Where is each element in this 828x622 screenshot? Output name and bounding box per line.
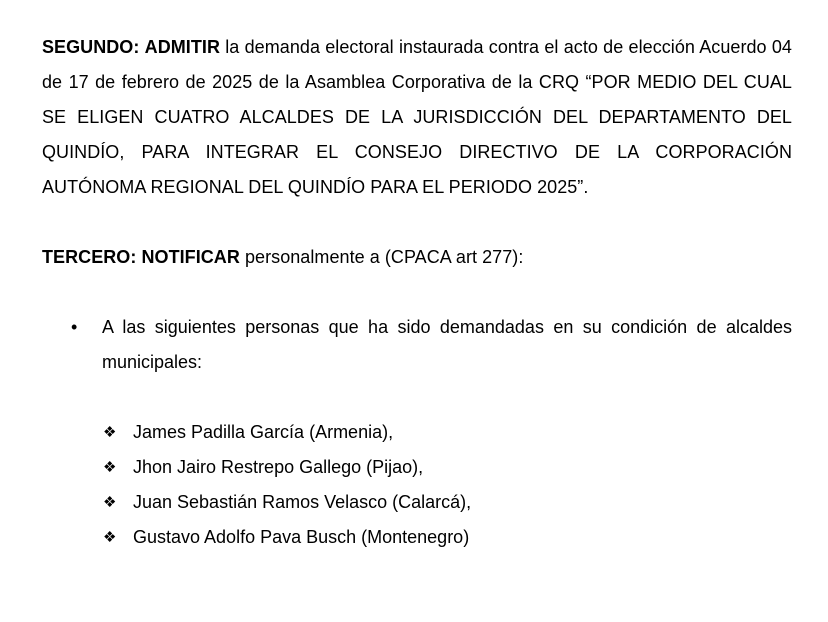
diamond-bullet-icon: ❖ xyxy=(103,494,117,511)
segundo-label: SEGUNDO: xyxy=(42,37,140,57)
tercero-action: NOTIFICAR xyxy=(141,247,240,267)
segundo-action: ADMITIR xyxy=(144,37,220,57)
document-page xyxy=(42,30,792,555)
defendant-name: James Padilla García (Armenia), xyxy=(133,422,394,442)
bullet-item xyxy=(42,310,792,380)
paragraph-tercero xyxy=(42,240,792,275)
list-item xyxy=(42,520,792,555)
diamond-bullet-icon: ❖ xyxy=(103,459,117,476)
paragraph-segundo xyxy=(42,30,792,205)
diamond-bullet-icon: ❖ xyxy=(103,529,117,546)
defendant-name: Gustavo Adolfo Pava Busch (Montenegro) xyxy=(133,527,470,547)
tercero-label: TERCERO: xyxy=(42,247,137,267)
defendant-name: Jhon Jairo Restrepo Gallego (Pijao), xyxy=(133,457,424,477)
defendants-list xyxy=(42,415,792,555)
list-item xyxy=(42,485,792,520)
diamond-bullet-icon: ❖ xyxy=(103,424,117,441)
bullet-text: A las siguientes personas que ha sido demandadas en su condición de alcaldes municipales: xyxy=(102,317,792,372)
list-item xyxy=(42,450,792,485)
tercero-text: personalmente a (CPACA art 277): xyxy=(239,247,524,267)
list-item xyxy=(42,415,792,450)
defendant-name: Juan Sebastián Ramos Velasco (Calarcá), xyxy=(133,492,472,512)
segundo-text: la demanda electoral instaurada contra el acto de elección Acuerdo 04 de 17 de febrero de 2025 de la Asamblea Corporativa de la CRQ “POR MEDIO DEL CUAL SE ELIGEN CUATRO ALCALDES DE LA JURISDICCIÓN DEL DEPARTAMENTO DEL QUINDÍO, PARA INTEGRAR EL CONSEJO DIRECTIVO DE LA CORPORACIÓN AUTÓNOMA REGIONAL DEL QUINDÍO PARA EL PERIODO 2025”. xyxy=(42,37,792,197)
bullet-icon: • xyxy=(71,317,78,337)
